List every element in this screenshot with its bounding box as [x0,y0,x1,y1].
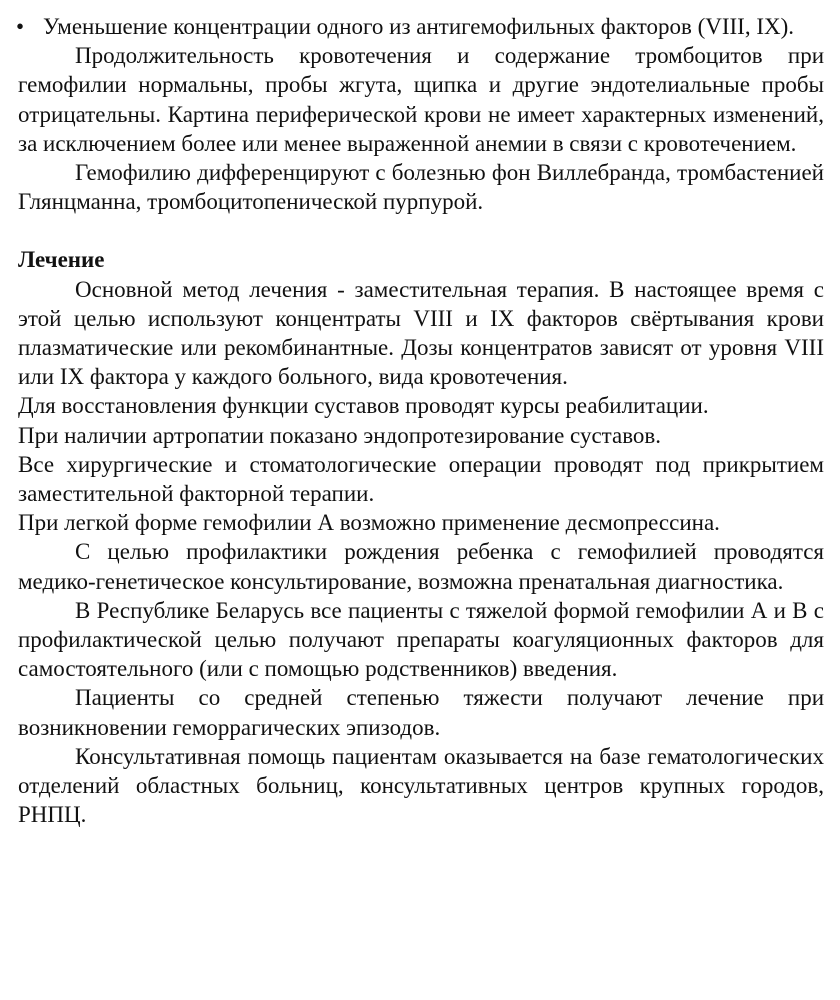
paragraph-prevention: С целью профилактики рождения ребенка с гемофилией проводятся медико-генетическое консультирование, возможна пренатальная диагностика. [18,539,824,594]
paragraph-bleeding-duration: Продолжительность кровотечения и содержание тромбоцитов при гемофилии нормальны, пробы жгута, щипка и другие эндотелиальные пробы отрицательны. Картина периферической крови не имеет характерных изменений, за исключением более или менее выраженной анемии в связи с кровотечением. [18,43,824,156]
paragraph-belarus-patients: В Республике Беларусь все пациенты с тяжелой формой гемофилии А и В с профилактической целью получают препараты коагуляционных факторов для самостоятельного (или с помощью родственников) введения. [18,597,824,682]
bullet-mark: • [16,14,25,39]
section-heading-treatment: Лечение [18,247,105,273]
bullet-item-text: Уменьшение концентрации одного из антигемофильных факторов (VIII, IX). [43,14,795,39]
paragraph-consultation: Консультативная помощь пациентам оказывается на базе гематологических отделений областных больниц, консультативных центров крупных городов, РНПЦ. [18,743,824,828]
bullet-item [18,12,824,41]
paragraph-main-treatment: Основной метод лечения - заместительная терапия. В настоящее время с этой целью используют концентраты VIII и IX факторов свёртывания крови плазматические или рекомбинантные. Дозы концентратов зависят от уровня VIII или IX фактора у каждого больного, вида кровотечения. [18,276,824,390]
paragraph-rehabilitation: Для восстановления функции суставов проводят курсы реабилитации. [18,393,709,419]
paragraph-moderate-severity: Пациенты со средней степенью тяжести получают лечение при возникновении геморрагических эпизодов. [18,685,824,740]
paragraph-desmopressin: При легкой форме гемофилии А возможно применение десмопрессина. [18,510,720,536]
paragraph-differential-diagnosis: Гемофилию дифференцируют с болезнью фон Виллебранда, тромбастенией Глянцманна, тромбоцитопенической пурпурой. [18,160,824,215]
section-spacer [18,216,824,245]
paragraph-surgery: Все хирургические и стоматологические операции проводят под прикрытием заместительной факторной терапии. [18,451,824,507]
paragraph-arthropathy: При наличии артропатии показано эндопротезирование суставов. [18,422,662,448]
